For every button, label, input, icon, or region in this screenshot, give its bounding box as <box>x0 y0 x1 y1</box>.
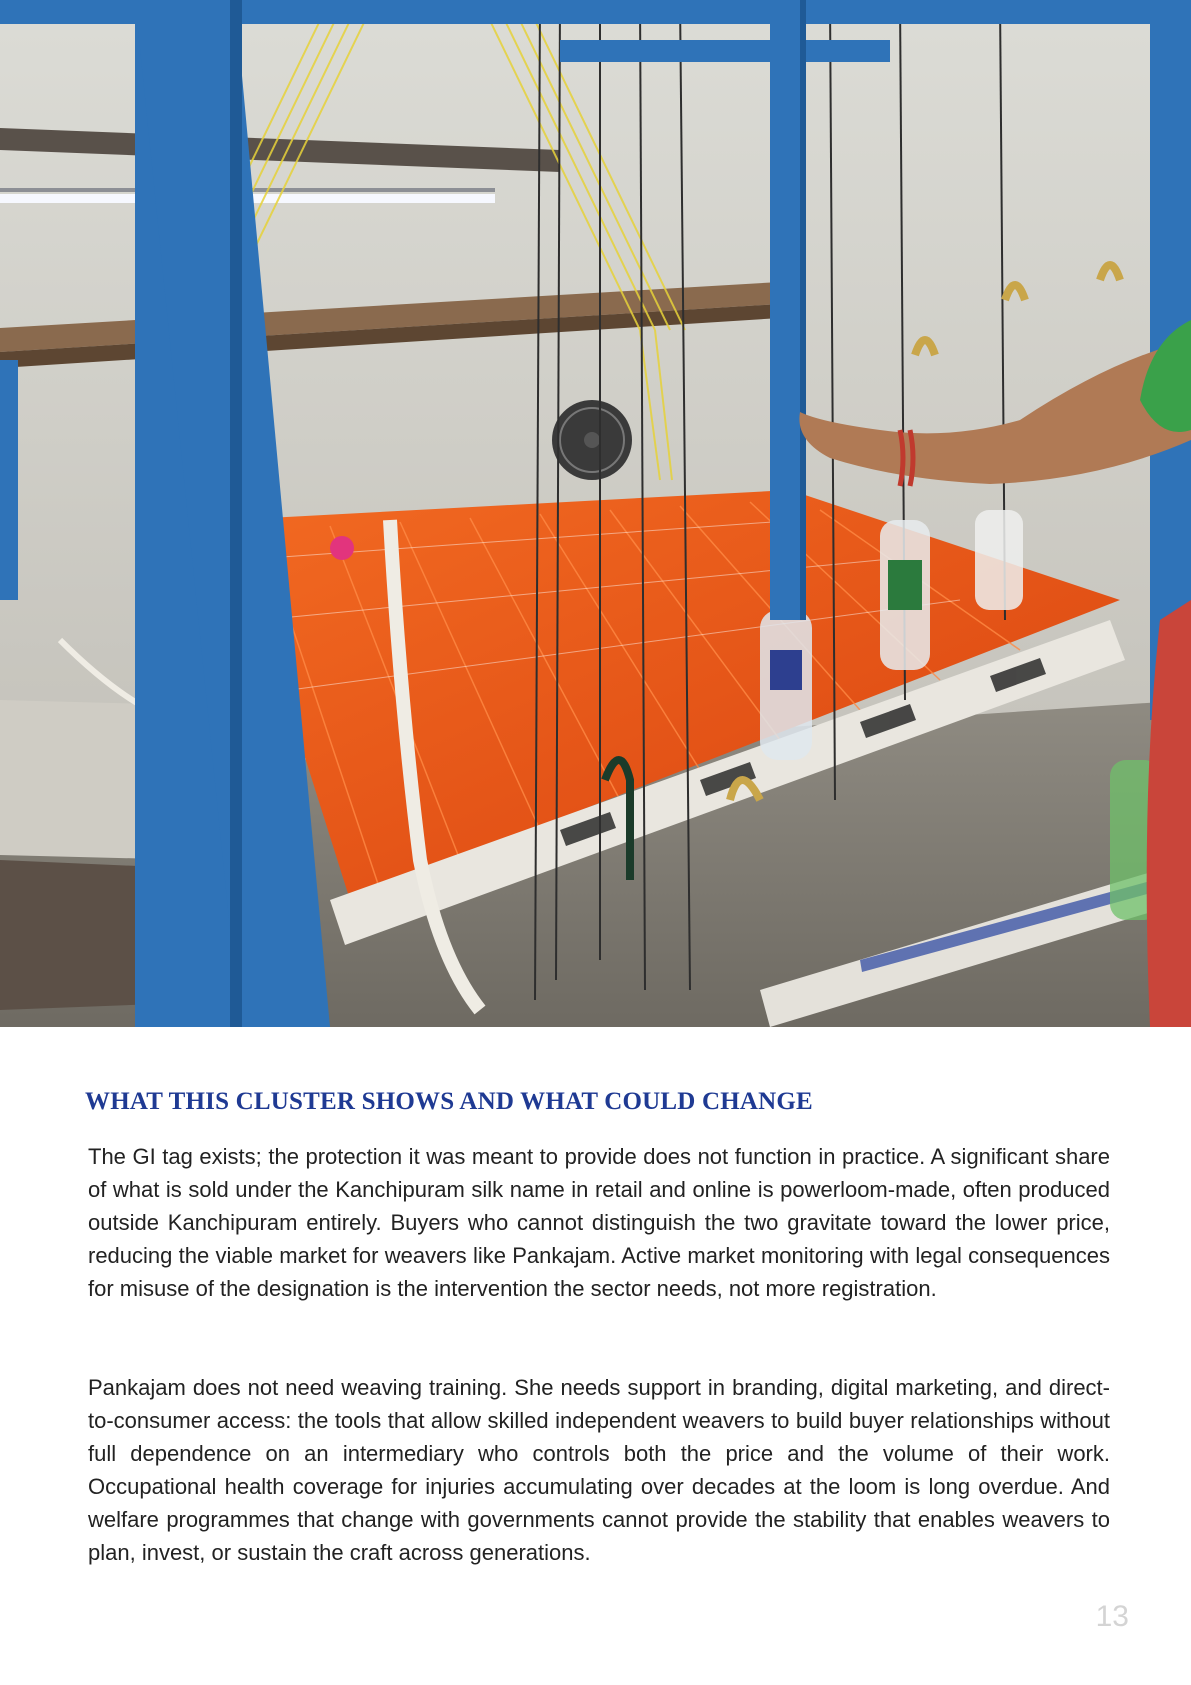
pink-spool-icon <box>330 536 354 560</box>
page-number: 13 <box>1095 1600 1129 1633</box>
body-paragraph-gi-tag: The GI tag exists; the protection it was meant to provide does not function in practice. A significant share of what is sold under the Kanchipuram silk name in retail and online is powerloom-made, often produced outside Kanchipuram entirely. Buyers who cannot distinguish the two gravitate toward the lower price, reducing the viable market for weavers like Pankajam. Active market monitoring with legal consequences for misuse of the designation is the intervention the sector needs, not more registration. <box>88 1144 1110 1301</box>
body-paragraph-weaver-support: Pankajam does not need weaving training. She needs support in branding, digital marketing, and direct-to-consumer access: the tools that allow skilled independent weavers to build buyer relationships without full dependence on an intermediary who controls both the price and the volume of their work. Occupational health coverage for injuries accumulating over decades at the loom is long overdue. And welfare programmes that change with governments cannot provide the stability that enables weavers to plan, invest, or sustain the craft across generations. <box>88 1375 1110 1565</box>
section-heading: WHAT THIS CLUSTER SHOWS AND WHAT COULD CHANGE <box>85 1088 813 1115</box>
water-bottle-icon <box>975 510 1023 610</box>
